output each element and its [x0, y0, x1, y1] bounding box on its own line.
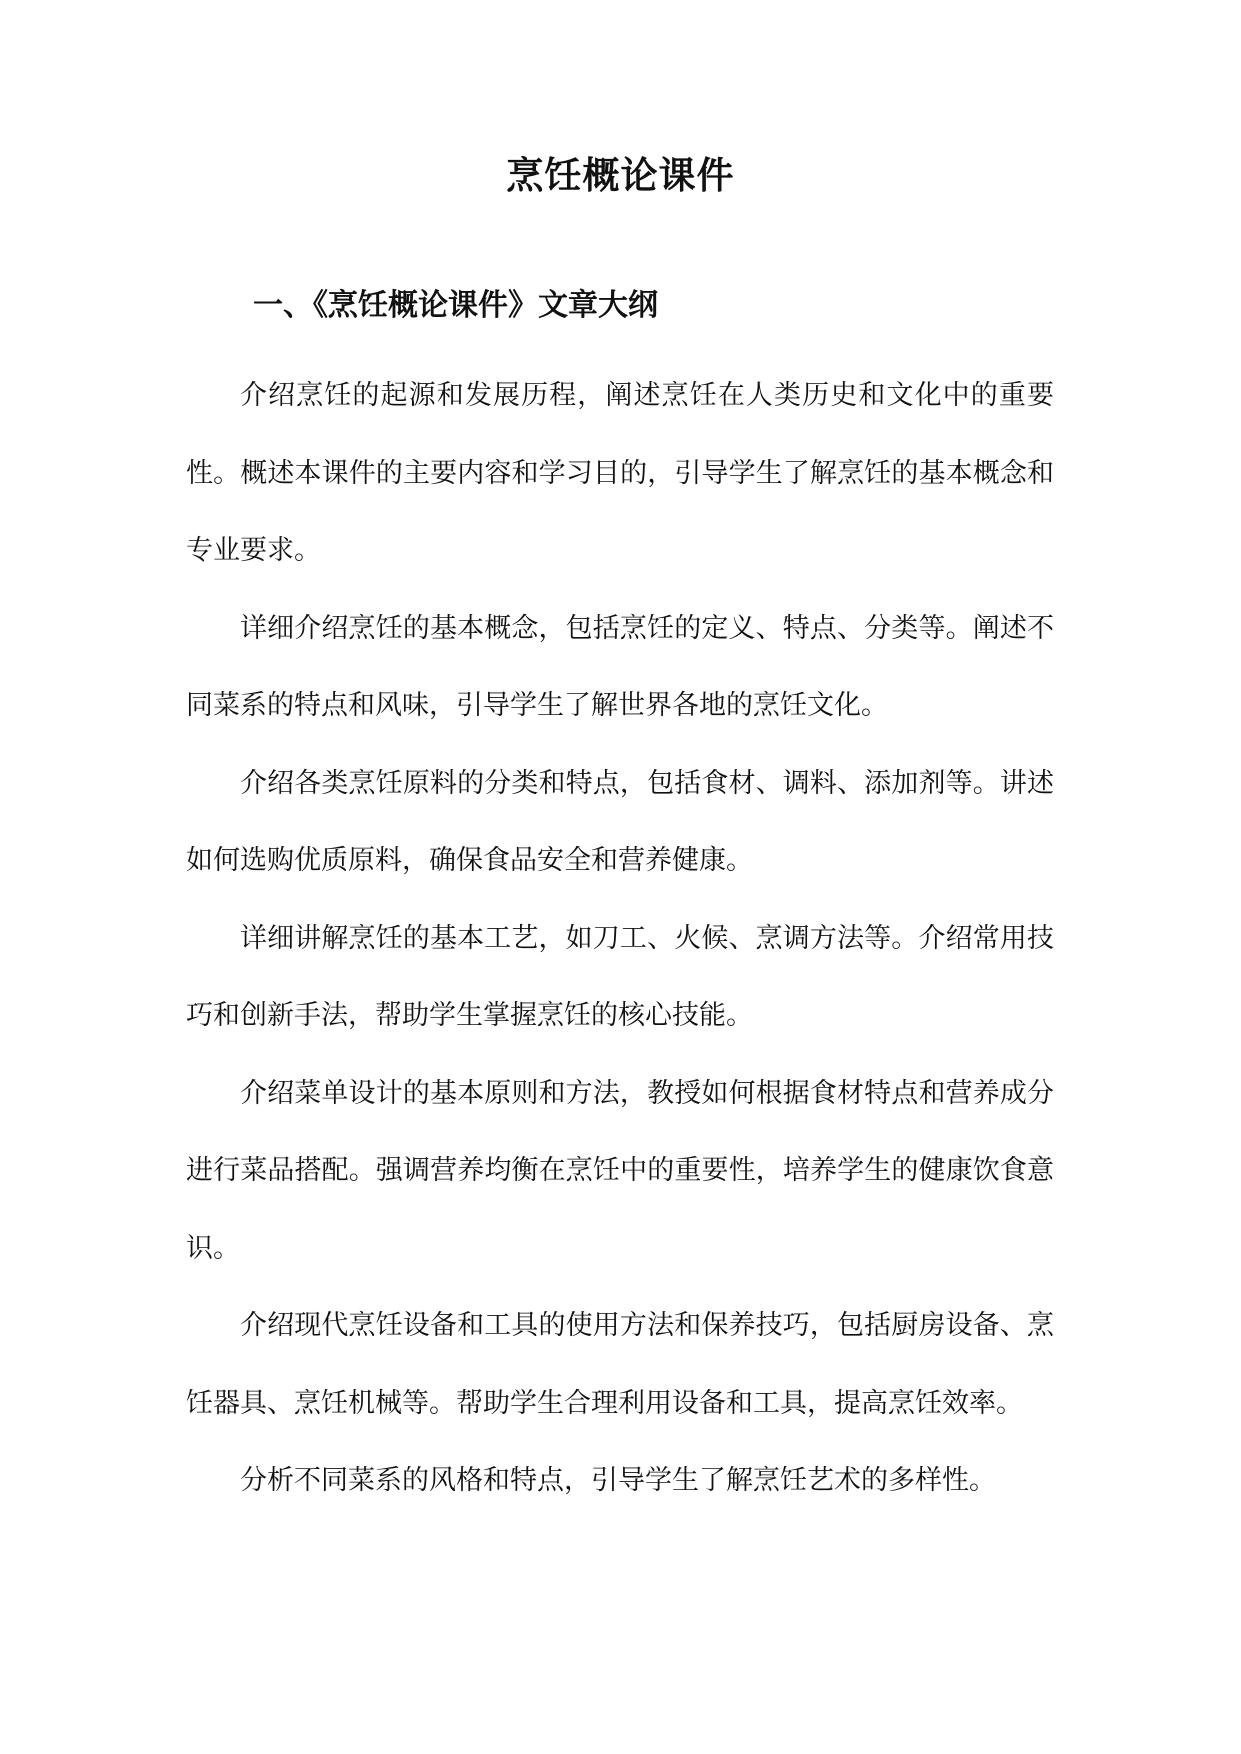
paragraph: 介绍现代烹饪设备和工具的使用方法和保养技巧，包括厨房设备、烹饪器具、烹饪机械等。帮助学生合理利用设备和工具，提高烹饪效率。	[186, 1310, 1054, 1419]
paragraph: 详细介绍烹饪的基本概念，包括烹饪的定义、特点、分类等。阐述不同菜系的特点和风味，引导学生了解世界各地的烹饪文化。	[186, 612, 1054, 721]
document-title: 烹饪概论课件	[506, 154, 735, 197]
paragraph: 介绍烹饪的起源和发展历程，阐述烹饪在人类历史和文化中的重要性。概述本课件的主要内容和学习目的，引导学生了解烹饪的基本概念和专业要求。	[186, 380, 1054, 566]
paragraph: 详细讲解烹饪的基本工艺，如刀工、火候、烹调方法等。介绍常用技巧和创新手法，帮助学生掌握烹饪的核心技能。	[186, 922, 1054, 1031]
paragraph: 分析不同菜系的风格和特点，引导学生了解烹饪艺术的多样性。	[240, 1465, 996, 1496]
section-heading: 一、《烹饪概论课件》文章大纲	[253, 288, 658, 323]
paragraph: 介绍各类烹饪原料的分类和特点，包括食材、调料、添加剂等。讲述如何选购优质原料，确保食品安全和营养健康。	[186, 767, 1054, 876]
paragraph: 介绍菜单设计的基本原则和方法，教授如何根据食材特点和营养成分进行菜品搭配。强调营养均衡在烹饪中的重要性，培养学生的健康饮食意识。	[186, 1077, 1054, 1264]
body-text	[186, 357, 1054, 1520]
